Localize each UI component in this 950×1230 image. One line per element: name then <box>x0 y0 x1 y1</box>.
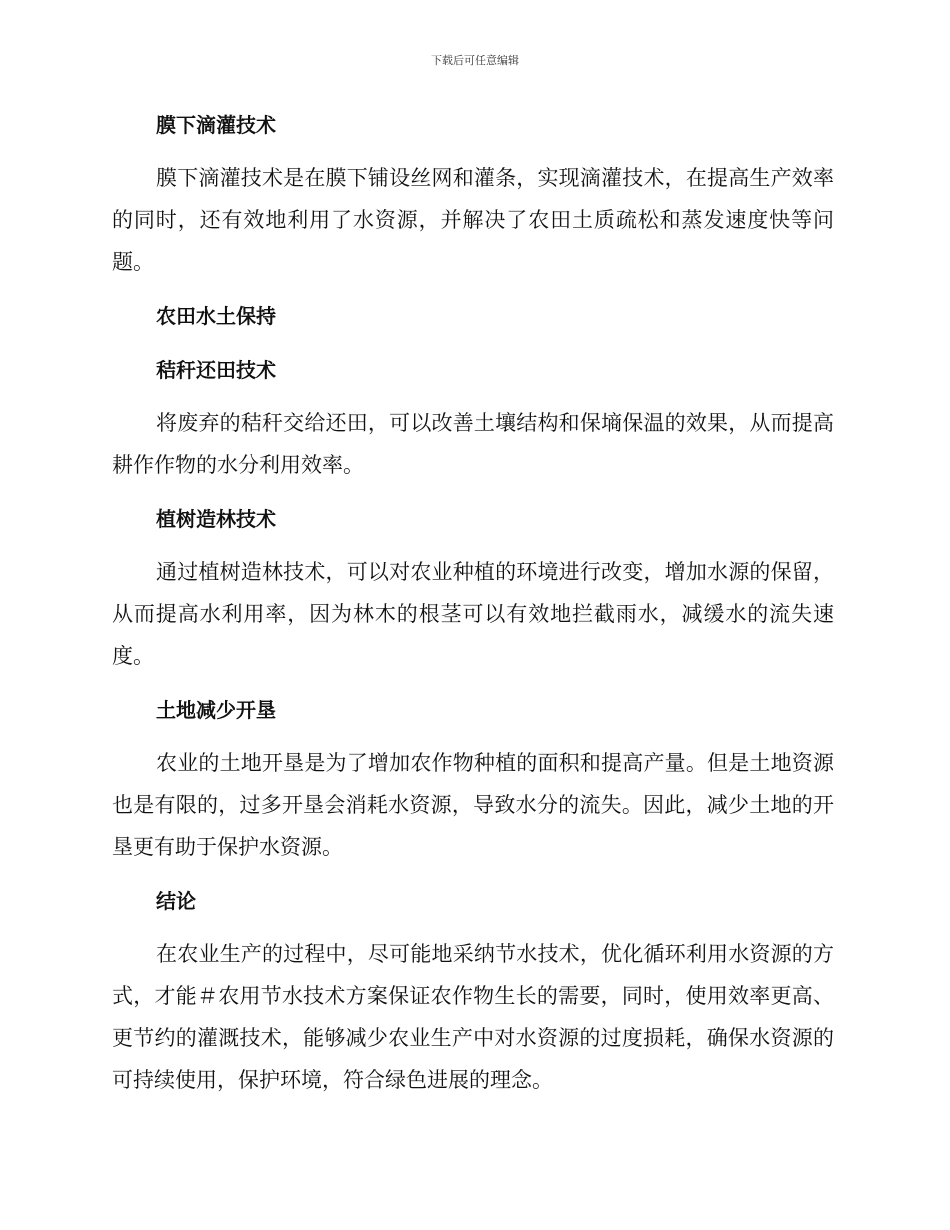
section-heading-straw-return: 秸秆还田技术 <box>156 358 276 382</box>
section-heading-conclusion: 结论 <box>156 889 196 913</box>
section-paragraph-land-reclamation: 农业的土地开垦是为了增加农作物种植的面积和提高产量。但是土地资源也是有限的，过多开垦会消耗水资源，导致水分的流失。因此，减少土地的开垦更有助于保护水资源。 <box>112 751 834 859</box>
document-body <box>112 104 834 1101</box>
section-heading-drip-irrigation: 膜下滴灌技术 <box>156 113 276 137</box>
section-paragraph-straw-return: 将废弃的秸秆交给还田，可以改善土壤结构和保墒保温的效果，从而提高耕作作物的水分利用效率。 <box>112 411 834 477</box>
page-header-note: 下载后可任意编辑 <box>431 54 519 67</box>
section-paragraph-afforestation: 通过植树造林技术，可以对农业种植的环境进行改变，增加水源的保留，从而提高水利用率，因为林木的根茎可以有效地拦截雨水，减缓水的流失速度。 <box>112 560 834 668</box>
section-paragraph-conclusion: 在农业生产的过程中，尽可能地采纳节水技术，优化循环利用水资源的方式，才能＃农用节水技术方案保证农作物生长的需要，同时，使用效率更高、更节约的灌溉技术，能够减少农业生产中对水资源的过度损耗，确保水资源的可持续使用，保护环境，符合绿色进展的理念。 <box>112 942 834 1092</box>
section-heading-soil-water-conservation: 农田水土保持 <box>156 304 276 328</box>
section-paragraph-drip-irrigation: 膜下滴灌技术是在膜下铺设丝网和灌条，实现滴灌技术，在提高生产效率的同时，还有效地利用了水资源，并解决了农田土质疏松和蒸发速度快等问题。 <box>112 166 834 274</box>
section-heading-land-reclamation: 土地减少开垦 <box>156 698 276 722</box>
section-heading-afforestation: 植树造林技术 <box>156 507 276 531</box>
